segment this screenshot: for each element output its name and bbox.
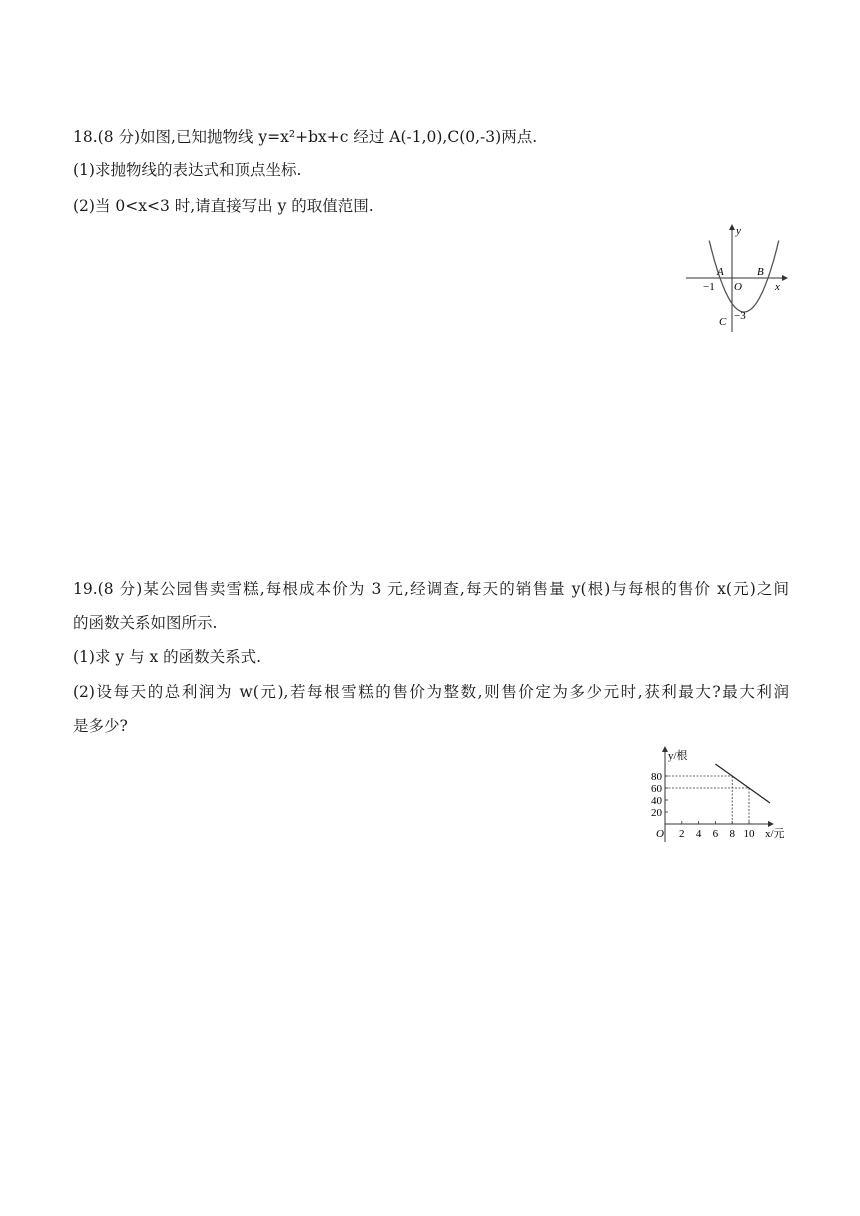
x-axis-label: x [775,281,780,293]
q19-part1: (1)求 y 与 x 的函数关系式. [73,648,262,666]
point-a-label: A [717,266,724,278]
q19-stem-line2: 的函数关系如图所示. [73,614,218,632]
chart-y-label: y/根 [668,750,688,762]
point-c-label: C [719,316,727,328]
point-b-label: B [757,266,764,278]
q18-part1: (1)求抛物线的表达式和顶点坐标. [73,161,302,179]
y-tick-label-80: 80 [651,771,662,783]
x-axis-arrow [768,821,774,827]
q19-part2-line2: 是多少? [73,717,128,735]
x-tick-label-8: 8 [729,828,735,840]
q19-part2-line1: (2)设每天的总利润为 w(元),若每根雪糕的售价为整数,则售价定为多少元时,获利最大?最大利润 [73,683,789,701]
sales-chart [647,744,797,844]
origin-label: O [734,281,742,293]
chart-origin-label: O [656,828,664,840]
q19-stem-line1: 19.(8 分)某公园售卖雪糕,每根成本价为 3 元,经调查,每天的销售量 y(根)与每根的售价 x(元)之间 [73,580,789,598]
y-axis-label: y [736,225,741,237]
x-tick-label-10: 10 [743,828,755,840]
x-axis-arrow [782,275,788,281]
q18-stem: 18.(8 分)如图,已知抛物线 y=x²+bx+c 经过 A(-1,0),C(0,-3)两点. [73,128,538,146]
chart-x-label: x/元 [765,828,785,840]
x-tick-label-6: 6 [712,828,719,840]
y-axis-arrow [729,224,735,230]
y-tick-label-60: 60 [651,783,662,795]
tick-minus-3: −3 [734,310,746,322]
x-tick-label-4: 4 [695,828,702,840]
x-tick-label-2: 2 [679,828,685,840]
y-tick-label-20: 20 [651,807,662,819]
parabola-figure [684,222,794,337]
sales-line [715,764,770,803]
q18-part2: (2)当 0<x<3 时,请直接写出 y 的取值范围. [73,197,374,215]
tick-minus-1: −1 [703,281,715,293]
y-tick-label-40: 40 [651,795,662,807]
